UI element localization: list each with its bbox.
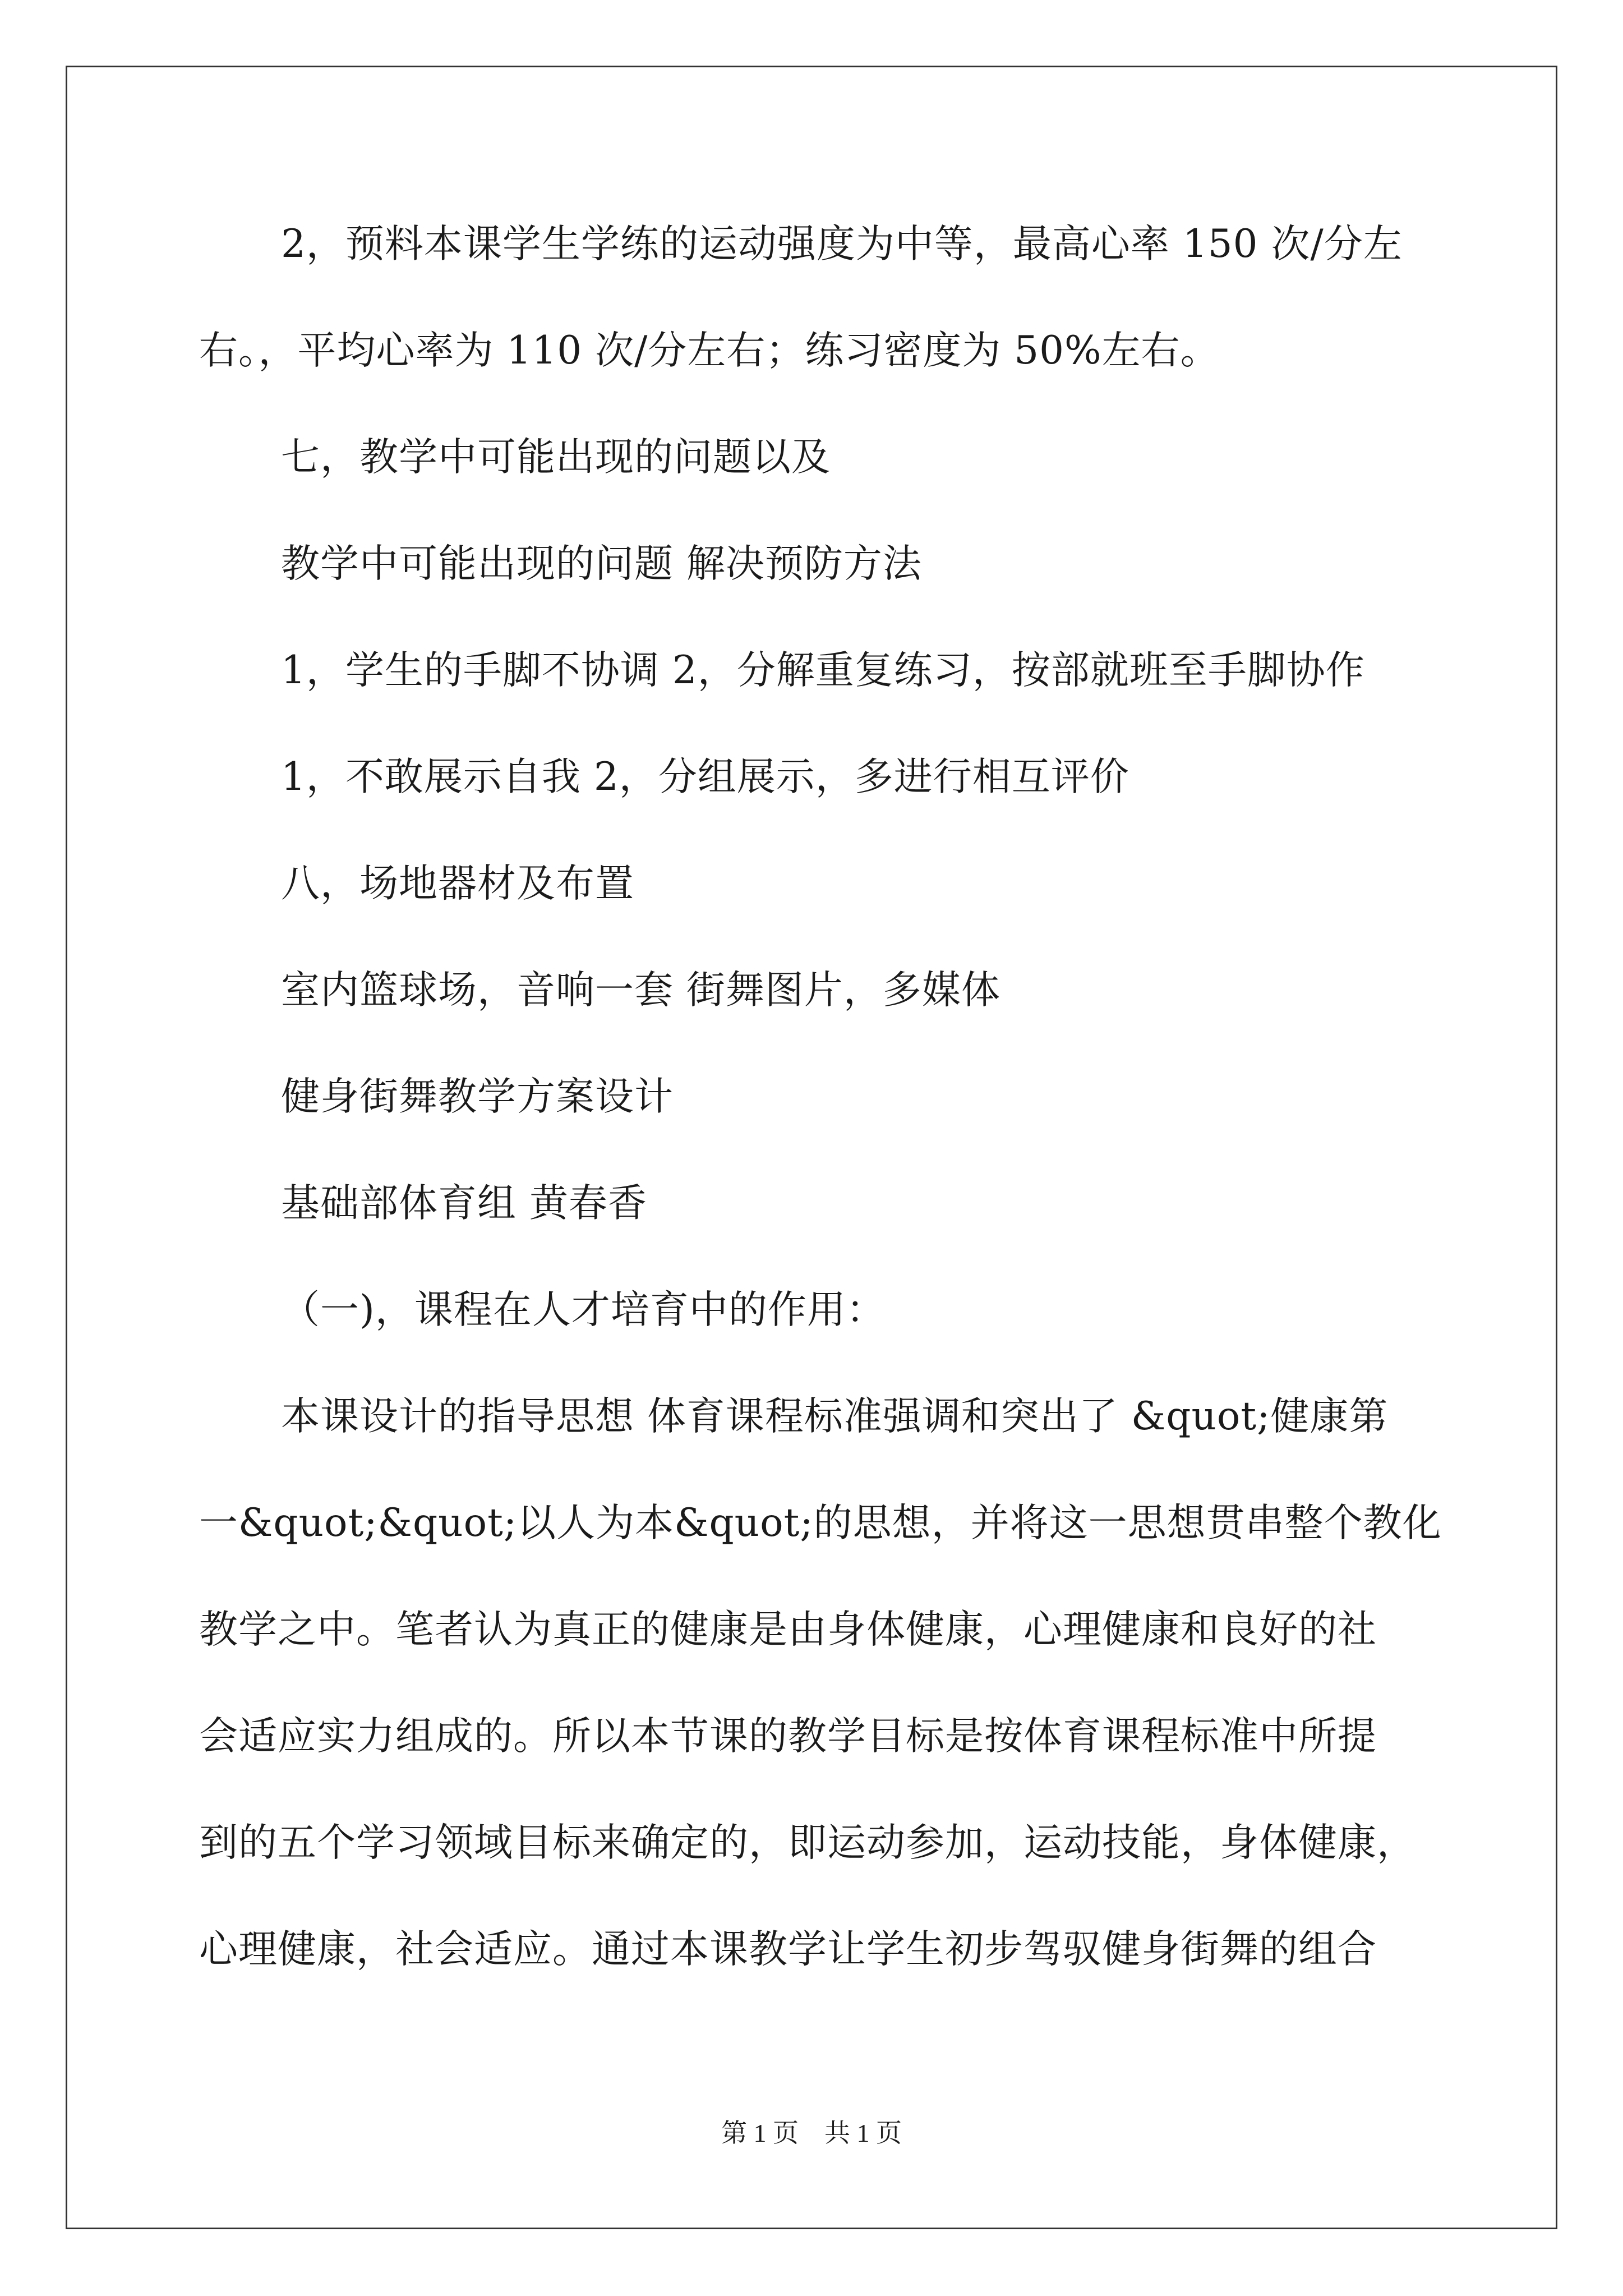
- text-line: 心理健康，社会适应。通过本课教学让学生初步驾驭健身街舞的组合: [199, 1927, 1377, 1972]
- text-line: 1，学生的手脚不协调 2，分解重复练习，按部就班至手脚协作: [281, 648, 1365, 693]
- text-line: 室内篮球场，音响一套 街舞图片，多媒体: [281, 968, 1000, 1013]
- text-line: 会适应实力组成的。所以本节课的教学目标是按体育课程标准中所提: [199, 1714, 1377, 1759]
- text-line: 教学之中。笔者认为真正的健康是由身体健康，心理健康和良好的社: [199, 1607, 1377, 1652]
- text-line: 一&quot;&quot;以人为本&quot;的思想，并将这一思想贯串整个教化: [199, 1501, 1442, 1545]
- text-line: 教学中可能出现的问题 解决预防方法: [281, 541, 922, 586]
- section-heading: （一)，课程在人才培育中的作用：: [281, 1287, 886, 1332]
- text-line: 到的五个学习领域目标来确定的，即运动参加，运动技能，身体健康，: [199, 1820, 1416, 1865]
- text-line: 2，预料本课学生学练的运动强度为中等，最高心率 150 次/分左: [281, 222, 1403, 266]
- text-line: 1，不敢展示自我 2，分组展示，多进行相互评价: [281, 754, 1129, 799]
- author-line: 基础部体育组 黄春香: [281, 1181, 647, 1226]
- document-title: 健身街舞教学方案设计: [281, 1074, 674, 1119]
- text-line: 本课设计的指导思想 体育课程标准强调和突出了 &quot;健康第: [281, 1394, 1389, 1439]
- page-number: 第 1 页 共 1 页: [721, 2119, 902, 2147]
- text-line: 右。，平均心率为 110 次/分左右；练习密度为 50%左右。: [199, 328, 1220, 373]
- page-border: [66, 66, 1557, 2229]
- section-heading: 七，教学中可能出现的问题以及: [281, 435, 831, 480]
- section-heading: 八，场地器材及布置: [281, 861, 634, 906]
